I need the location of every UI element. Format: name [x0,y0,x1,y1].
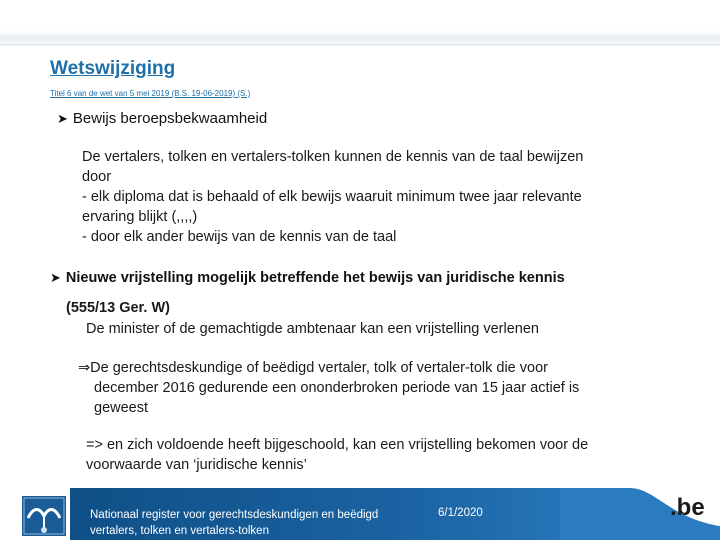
section2-heading-row [50,270,565,286]
top-decorative-bar [0,30,720,48]
implication-line-1: ⇒De gerechtsdeskundige of beëdigd vertaler, tolk of vertaler-tolk die voor [78,360,548,376]
section1-body [82,147,583,247]
footer-date: 6/1/2020 [438,507,483,519]
slide-title: Wetswijziging [50,58,176,79]
section2-reference: (555/13 Ger. W) [66,300,170,316]
register-logo-icon [22,496,66,536]
section1-heading-row [57,110,267,127]
footer-organization [90,507,410,539]
section1-line: De vertalers, tolken en vertalers-tolken kunnen de kennis van de taal bewijzen [82,149,584,165]
section1-line: ervaring blijkt (,,,,) [82,209,198,225]
implies-arrow-icon: ⇒ [78,360,91,376]
top-divider [0,44,720,45]
section2-heading: Nieuwe vrijstelling mogelijk betreffende het bewijs van juridische kennis [65,270,565,286]
section1-line: door [82,169,112,185]
section2-line: De minister of de gemachtigde ambtenaar kan een vrijstelling verlenen [86,321,539,337]
implication-line-2: december 2016 gedurende een ononderbroken periode van 15 jaar actief is [94,380,580,396]
arrow-bullet-icon: ➤ [50,270,61,285]
arrow-bullet-icon: ➤ [57,111,68,126]
footer-org-line: Nationaal register voor gerechtsdeskundigen en beëdigd [90,509,379,521]
section1-line: - elk diploma dat is behaald of elk bewijs waaruit minimum twee jaar relevante [82,189,582,205]
section2-conclusion [86,435,588,475]
footer-org-line: vertalers, tolken en vertalers-tolken [90,525,269,537]
conclusion-line: => en zich voldoende heeft bijgeschoold, kan een vrijstelling bekomen voor de [86,437,589,453]
section2-implication [78,358,579,418]
slide-subtitle: Titel 6 van de wet van 5 mei 2019 (B.S. 19-06-2019) (S.) [50,89,251,98]
section1-heading: Bewijs beroepsbekwaamheid [72,110,268,127]
implication-line-3: geweest [94,400,149,416]
be-brand-logo: .be [670,494,705,521]
conclusion-line: voorwaarde van ‘juridische kennis’ [86,457,307,473]
section1-line: - door elk ander bewijs van de kennis van de taal [82,229,397,245]
